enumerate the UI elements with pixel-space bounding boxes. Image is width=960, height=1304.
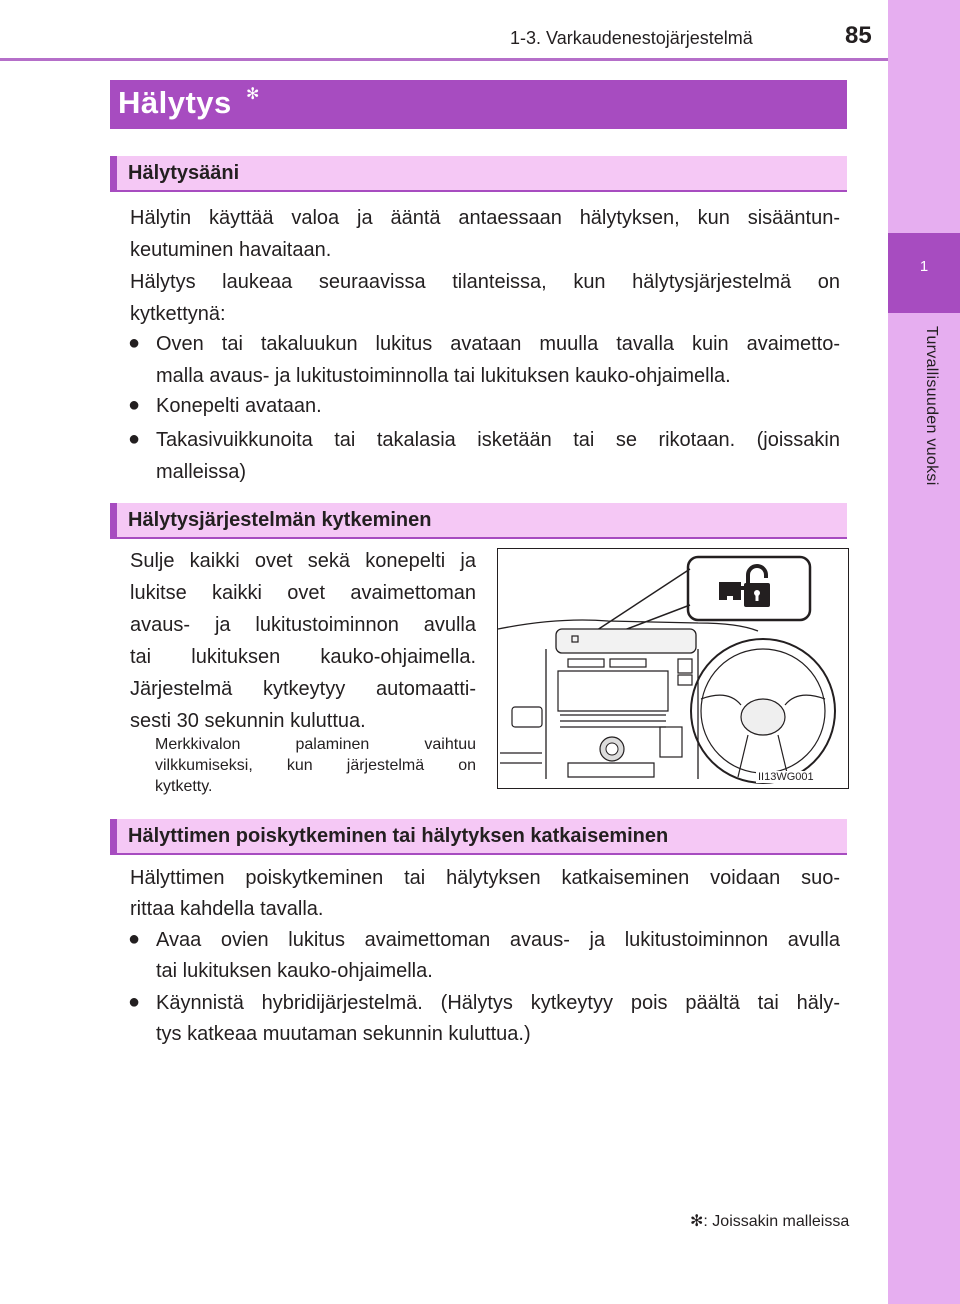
bullet-text: Takasivuikkunoita tai takalasia isketään tai se rikotaan. (joissakin	[156, 429, 840, 451]
note-line: Merkkivalon palaminen vaihtuu	[155, 736, 476, 753]
steering-wheel	[691, 639, 835, 783]
dashboard-illustration	[497, 548, 849, 789]
chapter-label: Turvallisuuden vuoksi	[923, 326, 940, 486]
bullet-icon: ●	[128, 394, 141, 416]
bullet-text: Konepelti avataan.	[156, 395, 322, 417]
footnote	[690, 1211, 849, 1231]
running-header: 1-3. Varkaudenestojärjestelmä	[510, 28, 753, 48]
section-heading-text: Hälytysääni	[128, 162, 240, 184]
section-accent	[110, 819, 117, 853]
dashboard-drawing	[498, 549, 848, 788]
section-heading-alarm-sound	[110, 156, 847, 192]
chapter-number: 1	[919, 258, 929, 275]
header-rule	[0, 58, 888, 61]
bullet-text: malla avaus- ja lukitustoiminnolla tai lukituksen kauko-ohjaimella.	[156, 365, 731, 387]
paragraph-line: kytkettynä:	[130, 303, 226, 325]
multi-info-display	[556, 629, 696, 653]
paragraph-line: Järjestelmä kytkeytyy automaatti-	[130, 678, 476, 700]
side-tab	[888, 0, 960, 1304]
paragraph-line: avaus- ja lukitustoiminnon avulla	[130, 614, 476, 636]
footnote-mark: ✻	[690, 1213, 704, 1230]
bullet-icon: ●	[128, 991, 141, 1013]
bullet-text: tys katkeaa muutaman sekunnin kuluttua.)	[156, 1023, 531, 1045]
paragraph-line: sesti 30 sekunnin kuluttua.	[130, 710, 366, 732]
paragraph-line: Hälytin käyttää valoa ja ääntä antaessaan hälytyksen, kun sisääntun-	[130, 207, 840, 229]
bullet-text: Oven tai takaluukun lukitus avataan muulla tavalla kuin avaimetto-	[156, 333, 840, 355]
section-heading-disarming	[110, 819, 847, 855]
page-title: Hälytys	[118, 85, 232, 120]
title-asterisk-mark: ✻	[246, 86, 260, 103]
paragraph-line: rittaa kahdella tavalla.	[130, 898, 324, 920]
bullet-text: Avaa ovien lukitus avaimettoman avaus- ja lukitustoiminnon avulla	[156, 929, 840, 951]
paragraph-line: Hälytys laukeaa seuraavissa tilanteissa, kun hälytysjärjestelmä on	[130, 271, 840, 293]
bullet-text: Käynnistä hybridijärjestelmä. (Hälytys kytkeytyy pois päältä tai häly-	[156, 992, 840, 1014]
section-accent	[110, 156, 117, 190]
section-heading-arming	[110, 503, 847, 539]
bullet-text: tai lukituksen kauko-ohjaimella.	[156, 960, 433, 982]
footnote-text: : Joissakin malleissa	[703, 1213, 850, 1230]
bullet-icon: ●	[128, 332, 141, 354]
section-heading-text: Hälytysjärjestelmän kytkeminen	[128, 509, 432, 531]
bullet-icon: ●	[128, 428, 141, 450]
paragraph-line: keutuminen havaitaan.	[130, 239, 332, 261]
section-heading-text: Hälyttimen poiskytkeminen tai hälytyksen katkaiseminen	[128, 825, 669, 847]
note-line: kytketty.	[155, 778, 213, 795]
paragraph-line: Hälyttimen poiskytkeminen tai hälytyksen katkaiseminen voidaan suo-	[130, 867, 840, 889]
bullet-icon: ●	[128, 928, 141, 950]
page-number: 85	[845, 22, 872, 49]
paragraph-line: tai lukituksen kauko-ohjaimella.	[130, 646, 476, 668]
illustration-code: II13WG001	[758, 771, 814, 783]
paragraph-line: lukitse kaikki ovet avaimettoman	[130, 582, 476, 604]
note-line: vilkkumiseksi, kun järjestelmä on	[155, 757, 476, 774]
section-accent	[110, 503, 117, 537]
bullet-text: malleissa)	[156, 461, 247, 483]
paragraph-line: Sulje kaikki ovet sekä konepelti ja	[130, 550, 476, 572]
